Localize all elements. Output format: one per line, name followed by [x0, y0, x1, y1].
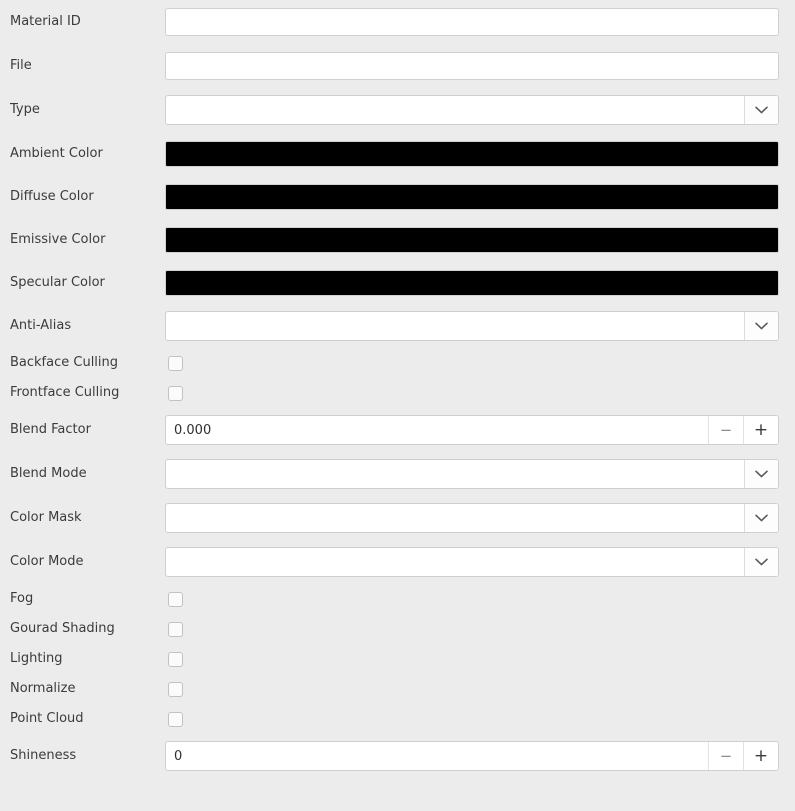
color-swatch-ambient-color[interactable]	[165, 141, 779, 167]
checkbox-backface-culling[interactable]	[168, 356, 183, 371]
dropdown-type[interactable]	[165, 95, 779, 125]
property-row-blend-mode	[0, 452, 795, 496]
input-file[interactable]	[165, 52, 779, 80]
dropdown-blend-mode[interactable]	[165, 459, 779, 489]
color-swatch-specular-color[interactable]	[165, 270, 779, 296]
label-emissive-color: Emissive Color	[10, 231, 106, 247]
checkbox-lighting[interactable]	[168, 652, 183, 667]
property-row-anti-alias	[0, 304, 795, 348]
property-row-blend-factor	[0, 408, 795, 452]
property-row-lighting	[0, 644, 795, 674]
field-ambient-color	[165, 141, 779, 167]
label-material-id: Material ID	[10, 14, 81, 29]
label-specular-color: Specular Color	[10, 274, 105, 290]
field-gourad-shading	[165, 622, 779, 637]
chevron-down-icon[interactable]	[744, 504, 778, 532]
label-ambient-color: Ambient Color	[10, 145, 103, 161]
property-row-type	[0, 88, 795, 132]
dropdown-color-mode[interactable]	[165, 547, 779, 577]
checkbox-frontface-culling[interactable]	[168, 386, 183, 401]
label-lighting: Lighting	[10, 651, 63, 666]
label-normalize: Normalize	[10, 681, 76, 696]
property-row-shineness	[0, 734, 795, 778]
property-row-file	[0, 44, 795, 88]
spinner-value-blend-factor[interactable]: 0.000	[174, 422, 212, 438]
color-swatch-diffuse-color[interactable]	[165, 184, 779, 210]
spinner-increment-shineness[interactable]: +	[743, 742, 778, 770]
field-color-mode	[165, 547, 779, 577]
label-type: Type	[10, 102, 40, 117]
dropdown-value-anti-alias	[166, 312, 744, 340]
dropdown-value-color-mode	[166, 548, 744, 576]
spinner-value-shineness[interactable]: 0	[174, 748, 183, 764]
field-anti-alias	[165, 311, 779, 341]
property-row-specular-color	[0, 261, 795, 304]
dropdown-value-blend-mode	[166, 460, 744, 488]
spinner-shineness[interactable]	[165, 741, 779, 771]
label-anti-alias: Anti-Alias	[10, 318, 72, 333]
dropdown-value-type	[166, 96, 744, 124]
label-blend-factor: Blend Factor	[10, 422, 91, 437]
chevron-down-icon[interactable]	[744, 312, 778, 340]
label-backface-culling: Backface Culling	[10, 355, 119, 370]
label-blend-mode: Blend Mode	[10, 466, 87, 481]
field-diffuse-color	[165, 184, 779, 210]
field-normalize	[165, 682, 779, 697]
checkbox-normalize[interactable]	[168, 682, 183, 697]
label-color-mode: Color Mode	[10, 554, 84, 569]
property-row-normalize	[0, 674, 795, 704]
spinner-decrement-shineness[interactable]: −	[708, 742, 743, 770]
label-file: File	[10, 58, 32, 73]
field-color-mask	[165, 503, 779, 533]
chevron-down-icon[interactable]	[744, 460, 778, 488]
label-diffuse-color: Diffuse Color	[10, 188, 94, 204]
field-backface-culling	[165, 356, 779, 371]
field-frontface-culling	[165, 386, 779, 401]
property-row-backface-culling	[0, 348, 795, 378]
label-fog: Fog	[10, 591, 34, 606]
input-material-id[interactable]	[165, 8, 779, 36]
label-color-mask: Color Mask	[10, 510, 82, 525]
checkbox-gourad-shading[interactable]	[168, 622, 183, 637]
field-point-cloud	[165, 712, 779, 727]
field-fog	[165, 592, 779, 607]
field-shineness	[165, 741, 779, 771]
field-blend-mode	[165, 459, 779, 489]
field-blend-factor	[165, 415, 779, 445]
property-row-emissive-color	[0, 218, 795, 261]
label-point-cloud: Point Cloud	[10, 711, 84, 726]
property-row-point-cloud	[0, 704, 795, 734]
field-specular-color	[165, 270, 779, 296]
spinner-increment-blend-factor[interactable]: +	[743, 416, 778, 444]
dropdown-value-color-mask	[166, 504, 744, 532]
spinner-blend-factor[interactable]	[165, 415, 779, 445]
field-material-id	[165, 8, 779, 36]
spinner-decrement-blend-factor[interactable]: −	[708, 416, 743, 444]
color-swatch-emissive-color[interactable]	[165, 227, 779, 253]
label-gourad-shading: Gourad Shading	[10, 621, 115, 636]
chevron-down-icon[interactable]	[744, 548, 778, 576]
checkbox-fog[interactable]	[168, 592, 183, 607]
property-row-gourad-shading	[0, 614, 795, 644]
property-row-ambient-color	[0, 132, 795, 175]
chevron-down-icon[interactable]	[744, 96, 778, 124]
field-type	[165, 95, 779, 125]
property-row-fog	[0, 584, 795, 614]
dropdown-anti-alias[interactable]	[165, 311, 779, 341]
property-row-material-id	[0, 0, 795, 44]
field-emissive-color	[165, 227, 779, 253]
dropdown-color-mask[interactable]	[165, 503, 779, 533]
property-row-diffuse-color	[0, 175, 795, 218]
field-file	[165, 52, 779, 80]
property-row-frontface-culling	[0, 378, 795, 408]
field-lighting	[165, 652, 779, 667]
label-frontface-culling: Frontface Culling	[10, 385, 120, 400]
label-shineness: Shineness	[10, 748, 77, 763]
property-row-color-mask	[0, 496, 795, 540]
checkbox-point-cloud[interactable]	[168, 712, 183, 727]
property-row-color-mode	[0, 540, 795, 584]
